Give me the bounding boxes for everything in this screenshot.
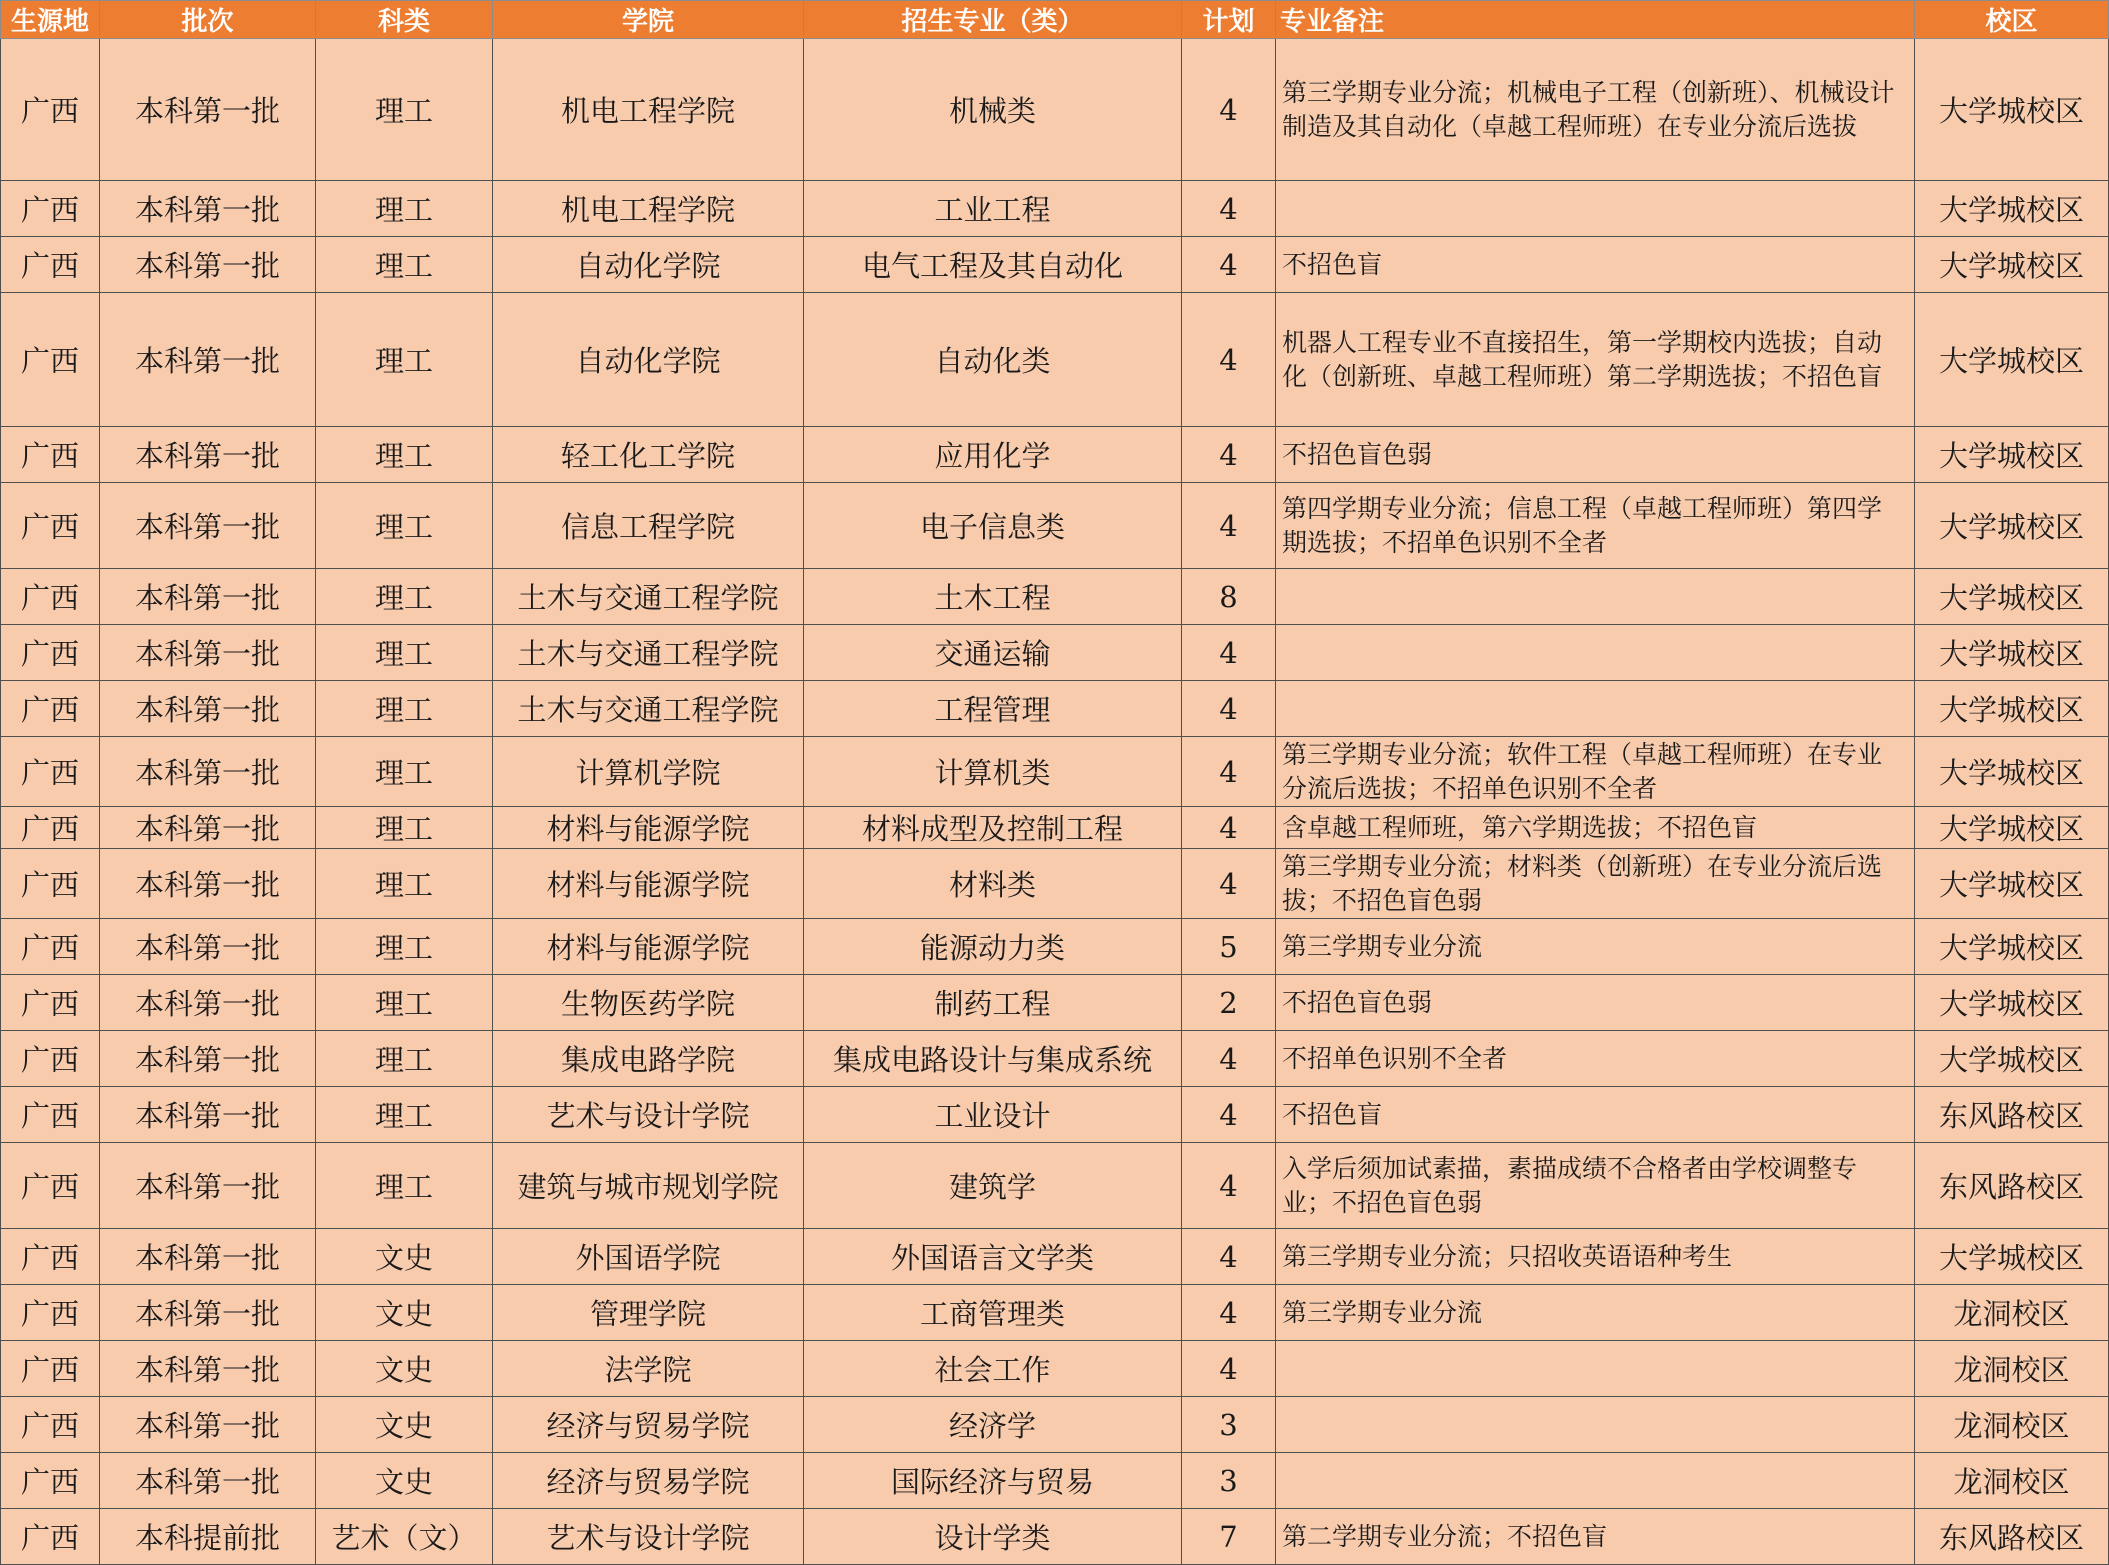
remarks-cell: 第三学期专业分流 [1276,1285,1915,1341]
category-cell: 文史 [316,1229,493,1285]
origin-cell: 广西 [1,427,100,483]
college-cell: 建筑与城市规划学院 [493,1143,804,1229]
header-row [1,1,2109,39]
header-campus: 校区 [1915,1,2109,39]
header-college: 学院 [493,1,804,39]
table-row [1,1143,2109,1229]
campus-cell: 大学城校区 [1915,919,2109,975]
remarks-cell: 不招色盲 [1276,237,1915,293]
header-remarks: 专业备注 [1276,1,1915,39]
plan-cell: 4 [1182,427,1276,483]
header-batch: 批次 [100,1,316,39]
origin-cell: 广西 [1,1397,100,1453]
college-cell: 生物医药学院 [493,975,804,1031]
table-row [1,975,2109,1031]
category-cell: 理工 [316,849,493,919]
remarks-cell [1276,1397,1915,1453]
campus-cell: 大学城校区 [1915,681,2109,737]
plan-cell: 4 [1182,237,1276,293]
college-cell: 土木与交通工程学院 [493,569,804,625]
college-cell: 信息工程学院 [493,483,804,569]
college-cell: 材料与能源学院 [493,919,804,975]
table-row [1,625,2109,681]
major-cell: 计算机类 [804,737,1182,807]
table-row [1,293,2109,427]
batch-cell: 本科第一批 [100,681,316,737]
category-cell: 理工 [316,737,493,807]
remarks-cell: 第三学期专业分流 [1276,919,1915,975]
table-row [1,1341,2109,1397]
plan-cell: 4 [1182,849,1276,919]
remarks-cell: 第四学期专业分流；信息工程（卓越工程师班）第四学期选拔；不招单色识别不全者 [1276,483,1915,569]
batch-cell: 本科第一批 [100,1143,316,1229]
remarks-cell [1276,1453,1915,1509]
major-cell: 经济学 [804,1397,1182,1453]
category-cell: 理工 [316,293,493,427]
college-cell: 自动化学院 [493,293,804,427]
major-cell: 机械类 [804,39,1182,181]
category-cell: 文史 [316,1453,493,1509]
batch-cell: 本科第一批 [100,1397,316,1453]
origin-cell: 广西 [1,1341,100,1397]
campus-cell: 大学城校区 [1915,807,2109,849]
remarks-cell [1276,181,1915,237]
campus-cell: 大学城校区 [1915,483,2109,569]
plan-cell: 4 [1182,1341,1276,1397]
batch-cell: 本科第一批 [100,39,316,181]
remarks-cell [1276,569,1915,625]
origin-cell: 广西 [1,625,100,681]
major-cell: 自动化类 [804,293,1182,427]
major-cell: 建筑学 [804,1143,1182,1229]
campus-cell: 大学城校区 [1915,569,2109,625]
campus-cell: 大学城校区 [1915,237,2109,293]
origin-cell: 广西 [1,1229,100,1285]
plan-cell: 3 [1182,1397,1276,1453]
category-cell: 理工 [316,569,493,625]
origin-cell: 广西 [1,569,100,625]
category-cell: 理工 [316,681,493,737]
plan-cell: 4 [1182,625,1276,681]
campus-cell: 大学城校区 [1915,975,2109,1031]
batch-cell: 本科第一批 [100,807,316,849]
remarks-cell: 入学后须加试素描，素描成绩不合格者由学校调整专业；不招色盲色弱 [1276,1143,1915,1229]
origin-cell: 广西 [1,849,100,919]
category-cell: 理工 [316,427,493,483]
origin-cell: 广西 [1,181,100,237]
campus-cell: 东风路校区 [1915,1509,2109,1565]
campus-cell: 大学城校区 [1915,737,2109,807]
origin-cell: 广西 [1,737,100,807]
table-row [1,483,2109,569]
college-cell: 艺术与设计学院 [493,1509,804,1565]
remarks-cell: 第三学期专业分流；机械电子工程（创新班）、机械设计制造及其自动化（卓越工程师班）在专业分流后选拔 [1276,39,1915,181]
category-cell: 理工 [316,919,493,975]
campus-cell: 东风路校区 [1915,1087,2109,1143]
batch-cell: 本科第一批 [100,625,316,681]
major-cell: 能源动力类 [804,919,1182,975]
college-cell: 管理学院 [493,1285,804,1341]
batch-cell: 本科第一批 [100,737,316,807]
header-plan: 计划 [1182,1,1276,39]
college-cell: 轻工化工学院 [493,427,804,483]
origin-cell: 广西 [1,975,100,1031]
batch-cell: 本科第一批 [100,1341,316,1397]
remarks-cell: 第三学期专业分流；只招收英语语种考生 [1276,1229,1915,1285]
plan-cell: 4 [1182,293,1276,427]
origin-cell: 广西 [1,483,100,569]
remarks-cell: 不招色盲色弱 [1276,975,1915,1031]
origin-cell: 广西 [1,807,100,849]
remarks-cell: 含卓越工程师班，第六学期选拔；不招色盲 [1276,807,1915,849]
batch-cell: 本科第一批 [100,293,316,427]
remarks-cell [1276,625,1915,681]
origin-cell: 广西 [1,39,100,181]
remarks-cell [1276,1341,1915,1397]
remarks-cell: 不招单色识别不全者 [1276,1031,1915,1087]
college-cell: 计算机学院 [493,737,804,807]
major-cell: 电气工程及其自动化 [804,237,1182,293]
batch-cell: 本科第一批 [100,1087,316,1143]
major-cell: 材料成型及控制工程 [804,807,1182,849]
plan-cell: 4 [1182,483,1276,569]
batch-cell: 本科第一批 [100,1285,316,1341]
table-row [1,569,2109,625]
table-row [1,39,2109,181]
category-cell: 理工 [316,181,493,237]
plan-cell: 4 [1182,1087,1276,1143]
origin-cell: 广西 [1,681,100,737]
origin-cell: 广西 [1,1087,100,1143]
table-row [1,1229,2109,1285]
plan-cell: 4 [1182,1285,1276,1341]
category-cell: 理工 [316,975,493,1031]
remarks-cell: 第三学期专业分流；材料类（创新班）在专业分流后选拔；不招色盲色弱 [1276,849,1915,919]
campus-cell: 大学城校区 [1915,427,2109,483]
batch-cell: 本科第一批 [100,919,316,975]
origin-cell: 广西 [1,237,100,293]
major-cell: 工业设计 [804,1087,1182,1143]
plan-cell: 4 [1182,807,1276,849]
category-cell: 文史 [316,1285,493,1341]
major-cell: 电子信息类 [804,483,1182,569]
major-cell: 制药工程 [804,975,1182,1031]
batch-cell: 本科第一批 [100,1031,316,1087]
major-cell: 设计学类 [804,1509,1182,1565]
college-cell: 集成电路学院 [493,1031,804,1087]
table-row [1,1031,2109,1087]
campus-cell: 龙洞校区 [1915,1285,2109,1341]
batch-cell: 本科第一批 [100,483,316,569]
remarks-cell: 机器人工程专业不直接招生，第一学期校内选拔；自动化（创新班、卓越工程师班）第二学期选拔；不招色盲 [1276,293,1915,427]
category-cell: 理工 [316,237,493,293]
table-row [1,681,2109,737]
college-cell: 法学院 [493,1341,804,1397]
plan-cell: 4 [1182,181,1276,237]
table-row [1,737,2109,807]
college-cell: 经济与贸易学院 [493,1453,804,1509]
college-cell: 机电工程学院 [493,39,804,181]
batch-cell: 本科第一批 [100,181,316,237]
campus-cell: 大学城校区 [1915,181,2109,237]
batch-cell: 本科第一批 [100,975,316,1031]
batch-cell: 本科第一批 [100,427,316,483]
table-row [1,181,2109,237]
campus-cell: 龙洞校区 [1915,1453,2109,1509]
header-origin: 生源地 [1,1,100,39]
campus-cell: 龙洞校区 [1915,1397,2109,1453]
remarks-cell [1276,681,1915,737]
college-cell: 材料与能源学院 [493,807,804,849]
remarks-cell: 第二学期专业分流；不招色盲 [1276,1509,1915,1565]
major-cell: 交通运输 [804,625,1182,681]
table-row [1,1397,2109,1453]
plan-cell: 4 [1182,1143,1276,1229]
remarks-cell: 不招色盲色弱 [1276,427,1915,483]
plan-cell: 4 [1182,737,1276,807]
origin-cell: 广西 [1,1143,100,1229]
campus-cell: 大学城校区 [1915,625,2109,681]
college-cell: 自动化学院 [493,237,804,293]
remarks-cell: 不招色盲 [1276,1087,1915,1143]
campus-cell: 大学城校区 [1915,849,2109,919]
origin-cell: 广西 [1,919,100,975]
college-cell: 机电工程学院 [493,181,804,237]
table-row [1,427,2109,483]
category-cell: 理工 [316,483,493,569]
remarks-cell: 第三学期专业分流；软件工程（卓越工程师班）在专业分流后选拔；不招单色识别不全者 [1276,737,1915,807]
category-cell: 理工 [316,39,493,181]
college-cell: 艺术与设计学院 [493,1087,804,1143]
college-cell: 土木与交通工程学院 [493,625,804,681]
header-major: 招生专业（类） [804,1,1182,39]
college-cell: 材料与能源学院 [493,849,804,919]
major-cell: 工程管理 [804,681,1182,737]
category-cell: 理工 [316,1031,493,1087]
plan-cell: 3 [1182,1453,1276,1509]
campus-cell: 大学城校区 [1915,39,2109,181]
plan-cell: 4 [1182,681,1276,737]
plan-cell: 4 [1182,1229,1276,1285]
table-row [1,919,2109,975]
plan-cell: 2 [1182,975,1276,1031]
college-cell: 外国语学院 [493,1229,804,1285]
plan-cell: 4 [1182,1031,1276,1087]
table-row [1,1509,2109,1565]
table-row [1,1285,2109,1341]
college-cell: 经济与贸易学院 [493,1397,804,1453]
major-cell: 国际经济与贸易 [804,1453,1182,1509]
table-row [1,807,2109,849]
category-cell: 文史 [316,1397,493,1453]
category-cell: 理工 [316,625,493,681]
category-cell: 理工 [316,1143,493,1229]
college-cell: 土木与交通工程学院 [493,681,804,737]
major-cell: 工商管理类 [804,1285,1182,1341]
plan-cell: 5 [1182,919,1276,975]
batch-cell: 本科第一批 [100,1453,316,1509]
category-cell: 理工 [316,1087,493,1143]
category-cell: 理工 [316,807,493,849]
major-cell: 集成电路设计与集成系统 [804,1031,1182,1087]
category-cell: 艺术（文） [316,1509,493,1565]
major-cell: 材料类 [804,849,1182,919]
campus-cell: 大学城校区 [1915,1031,2109,1087]
origin-cell: 广西 [1,1285,100,1341]
origin-cell: 广西 [1,293,100,427]
major-cell: 应用化学 [804,427,1182,483]
table-row [1,237,2109,293]
major-cell: 土木工程 [804,569,1182,625]
batch-cell: 本科第一批 [100,1229,316,1285]
category-cell: 文史 [316,1341,493,1397]
plan-cell: 7 [1182,1509,1276,1565]
batch-cell: 本科第一批 [100,237,316,293]
campus-cell: 大学城校区 [1915,293,2109,427]
major-cell: 外国语言文学类 [804,1229,1182,1285]
table-row [1,1087,2109,1143]
origin-cell: 广西 [1,1509,100,1565]
major-cell: 工业工程 [804,181,1182,237]
table-row [1,849,2109,919]
major-cell: 社会工作 [804,1341,1182,1397]
plan-cell: 4 [1182,39,1276,181]
table-row [1,1453,2109,1509]
campus-cell: 大学城校区 [1915,1229,2109,1285]
batch-cell: 本科第一批 [100,569,316,625]
batch-cell: 本科第一批 [100,849,316,919]
origin-cell: 广西 [1,1453,100,1509]
origin-cell: 广西 [1,1031,100,1087]
plan-cell: 8 [1182,569,1276,625]
campus-cell: 东风路校区 [1915,1143,2109,1229]
header-category: 科类 [316,1,493,39]
batch-cell: 本科提前批 [100,1509,316,1565]
campus-cell: 龙洞校区 [1915,1341,2109,1397]
